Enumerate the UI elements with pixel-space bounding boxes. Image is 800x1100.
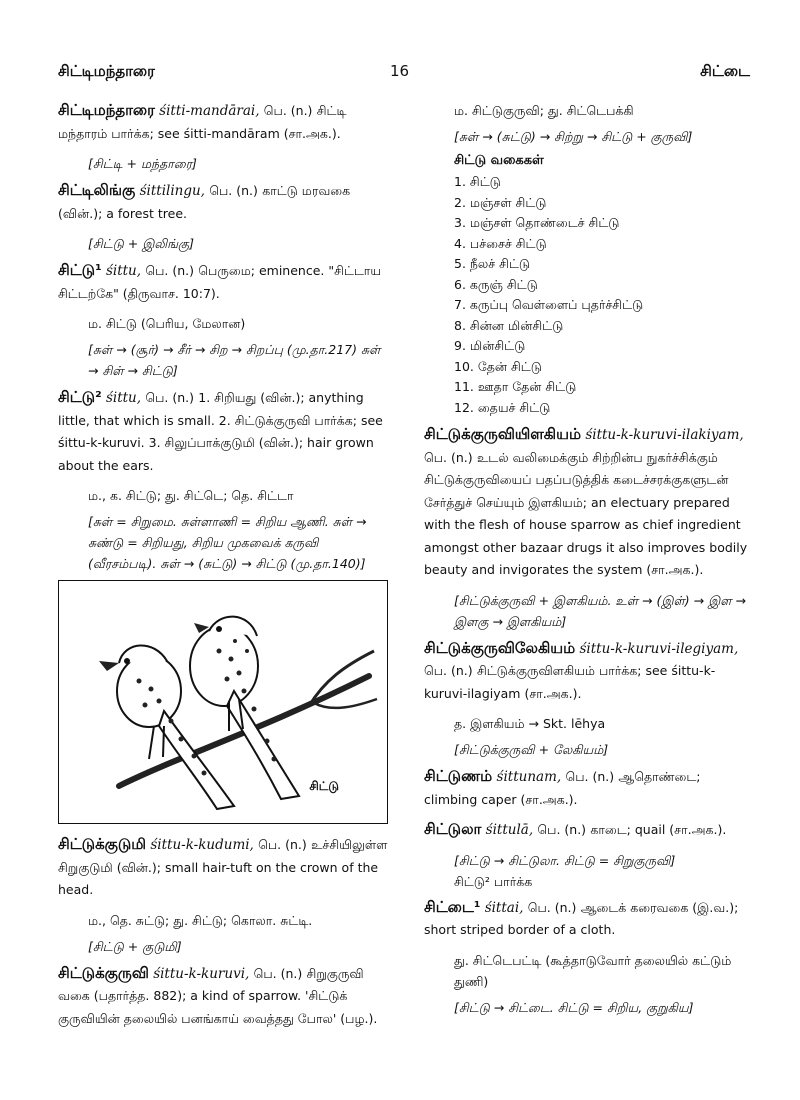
- grammar-label: பெ. (n.): [424, 663, 473, 678]
- transliteration: śittu-k-kuruvi,: [153, 965, 250, 982]
- left-column: [58, 100, 390, 1038]
- headword: சிட்டு¹: [58, 261, 102, 279]
- entry-sittai-1: [424, 897, 752, 942]
- definition: உச்சியிலுள்ள சிறுகுடுமி (வின்.); small hair-tuft on the crown of the head.: [58, 837, 388, 897]
- cognates: ம., க. சிட்டு; து. சிட்டெ; தெ. சிட்டா: [88, 488, 294, 503]
- transliteration: śittai,: [484, 899, 524, 916]
- cognates: து. சிட்டெபட்டி (கூத்தாடுவோர் தலையில் கட்டும் துணி): [454, 952, 732, 989]
- figure-caption: சிட்டு: [309, 779, 339, 793]
- entry-sittu-2: [58, 387, 390, 477]
- cognates: ம. சிட்டு (பெரிய, மேலான): [88, 316, 246, 331]
- list-item: 10. தேன் சிட்டு: [454, 358, 542, 374]
- sparrow-drawing: [59, 581, 389, 825]
- page-header: [58, 62, 750, 84]
- definition: 1. சிறியது (வின்.); anything little, that which is small. 2. சிட்டுக்குருவி பார்க்க; see śittu-k-kuruvi. 3. சிலுப்பாக்குடுமி (வின்.); hair grown about the ears.: [58, 390, 383, 473]
- headword: சிட்டிலிங்கு: [58, 181, 136, 199]
- etymology: [சுள் → (சுட்டு) → சிற்று → சிட்டு + குருவி]: [454, 129, 693, 144]
- page-number: 16: [390, 62, 410, 80]
- grammar-label: பெ. (n.): [424, 449, 473, 465]
- list-item: 1. சிட்டு: [454, 174, 501, 189]
- transliteration: śittu-k-kuruvi-ilakiyam,: [585, 427, 744, 443]
- header-left-guideword: சிட்டிமந்தாரை: [58, 62, 155, 80]
- etymology: [சிட்டு + இலிங்கு]: [88, 236, 194, 251]
- transliteration: śittunam,: [496, 769, 562, 785]
- list-item: 3. மஞ்சள் தொண்டைச் சிட்டு: [454, 215, 620, 230]
- entry-sittula: [424, 819, 752, 842]
- entry-sittimandarai: [58, 100, 390, 145]
- definition: சிட்டுக்குருவிளகியம் பார்க்க; see śittu-k-kuruvi-ilagiyam (சா.அக.).: [424, 663, 716, 701]
- entry-sittilingu: [58, 180, 390, 225]
- entry-sittukkudumi: [58, 834, 390, 902]
- headword: சிட்டை¹: [424, 897, 481, 916]
- headword: சிட்டுணம்: [424, 767, 493, 785]
- sparrow-types-list: [454, 172, 752, 418]
- entry-sittunam: [424, 766, 752, 811]
- definition: காடை; quail (சா.அக.).: [590, 822, 727, 837]
- cognates: த. இளகியம் → Skt. lēhya: [454, 716, 606, 731]
- etymology: [சிட்டு + குடுமி]: [88, 938, 182, 954]
- list-item: 6. கருஞ் சிட்டு: [454, 276, 538, 292]
- transliteration: śitti-mandārai,: [159, 103, 260, 119]
- grammar-label: பெ. (n.): [209, 183, 258, 198]
- headword: சிட்டுக்குருவிலேகியம்: [424, 638, 576, 657]
- header-right-guideword: சிட்டை: [700, 62, 750, 80]
- list-item: 9. மின்சிட்டு: [454, 338, 526, 353]
- definition: பெருமை; eminence. "சிட்டாய சிட்டற்கே" (திருவாச. 10:7).: [58, 263, 382, 301]
- etymology: [சிட்டி + மந்தாரை]: [88, 156, 197, 171]
- headword: சிட்டுக்குருவியிளகியம்: [424, 425, 582, 443]
- transliteration: śittulā,: [485, 822, 534, 838]
- entry-sittukkuruvi-legiyam: [424, 638, 752, 706]
- list-item: 5. நீலச் சிட்டு: [454, 256, 531, 271]
- list-item: 11. ஊதா தேன் சிட்டு: [454, 379, 577, 394]
- definition: சிறுகுருவி வகை (பதார்த்த. 882); a kind of sparrow. 'சிட்டுக் குருவியின் தலையில் பனங்காய் வைத்தது போல' (பழ.).: [58, 965, 378, 1026]
- etymology: [சிட்டு → சிட்டை. சிட்டு = சிறிய, குறுகிய]: [454, 999, 694, 1015]
- list-item: 7. கருப்பு வெள்ளைப் புதர்ச்சிட்டு: [454, 297, 644, 312]
- sparrow-types-title: சிட்டு வகைகள்: [454, 153, 544, 168]
- grammar-label: பெ. (n.): [527, 899, 577, 915]
- transliteration: śittilingu,: [139, 183, 205, 199]
- transliteration: śittu-k-kudumi,: [150, 837, 254, 853]
- right-column: [424, 100, 752, 1024]
- transliteration: śittu,: [105, 390, 142, 406]
- cognates: ம. சிட்டுகுருவி; து. சிட்டெபக்கி: [454, 103, 634, 118]
- headword: சிட்டுலா: [424, 820, 482, 838]
- headword: சிட்டுக்குடுமி: [58, 835, 147, 853]
- grammar-label: பெ. (n.): [263, 103, 313, 118]
- headword: சிட்டு²: [58, 388, 102, 406]
- grammar-label: பெ. (n.): [253, 965, 303, 981]
- list-item: 4. பச்சைச் சிட்டு: [454, 235, 547, 251]
- definition: ஆடைக் கரைவகை (இ.வ.); short striped border of a cloth.: [424, 899, 739, 937]
- etymology: [சுள் → (சூர்) → சீர் → சிற → சிறப்பு (மு.தா.217) சுள் → சிள் → சிட்டு]: [88, 342, 381, 378]
- definition: காட்டு மரவகை (வின்.); a forest tree.: [58, 183, 351, 221]
- list-item: 12. தையச் சிட்டு: [454, 399, 551, 415]
- definition: உடல் வலிமைக்கும் சிற்றின்ப நுகர்ச்சிக்கும் சிட்டுக்குருவியைப் பதப்படுத்திக் கடைச்சரக்குகளுடன் சேர்த்துச் செய்யும் இளகியம்; an electuary prepared with the flesh of house sparrow as chief ingredient amongst other bazaar drugs it also improves bodily beauty and invigorates the system (சா.அக.).: [424, 449, 748, 577]
- grammar-label: பெ. (n.): [565, 769, 615, 784]
- entry-sittukkuruvi: [58, 963, 390, 1031]
- cognates: ம., தெ. சுட்டு; து. சிட்டு; கொலா. சுட்டி.: [88, 912, 313, 928]
- list-item: 2. மஞ்சள் சிட்டு: [454, 194, 547, 210]
- headword: சிட்டுக்குருவி: [58, 963, 149, 982]
- grammar-label: பெ. (n.): [258, 837, 307, 852]
- grammar-label: பெ. (n.): [145, 263, 194, 278]
- transliteration: śittu,: [105, 263, 142, 279]
- etymology: [சிட்டுக்குருவி + இளகியம். உள் → (இள்) → இள → இளகு → இளகியம்]: [454, 592, 746, 629]
- definition: ஆதொண்டை; climbing caper (சா.அக.).: [424, 769, 701, 807]
- transliteration: śittu-k-kuruvi-ilegiyam,: [579, 640, 739, 657]
- cross-reference: சிட்டு² பார்க்க: [454, 873, 533, 889]
- etymology: [சிட்டுக்குருவி + லேகியம்]: [454, 742, 609, 757]
- sparrow-illustration: [58, 580, 388, 824]
- etymology: [சிட்டு → சிட்டுலா. சிட்டு = சிறுகுருவி]: [454, 852, 676, 868]
- definition: சிட்டி மந்தாரம் பார்க்க; see śitti-mandāram (சா.அக.).: [58, 103, 347, 141]
- headword: சிட்டிமந்தாரை: [58, 101, 155, 119]
- entry-sittu-1: [58, 260, 390, 305]
- grammar-label: பெ. (n.): [537, 822, 587, 837]
- list-item: 8. சின்ன மின்சிட்டு: [454, 317, 564, 333]
- entry-sittukkuruvi-ilakiyam: [424, 424, 752, 582]
- grammar-label: பெ. (n.): [145, 390, 194, 405]
- etymology: [சுள் = சிறுமை. சுள்ளாணி = சிறிய ஆணி. சுள் → சுண்டு = சிறியது, சிறிய முகவைக் கருவி (வீரசம்படி). சுள் → (சுட்டு) → சிட்டு (மு.தா.140)]: [88, 514, 367, 571]
